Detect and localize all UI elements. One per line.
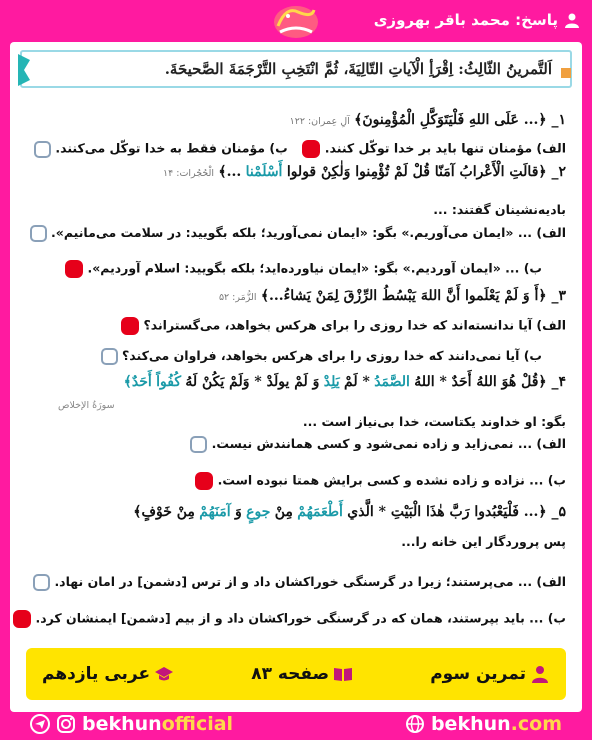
answer-author [374,11,580,29]
q3-ref: الزُّمَر: ۵۲ [218,292,257,303]
q3-option-b: ب) آیا نمی‌دانند که خدا روزی را برای هرکس بخواهد، فراوان می‌کند؟ [122,348,542,363]
q5-option-a: الف) ... می‌پرستند؛ زیرا در گرسنگی خوراکشان داد و از ترس [دشمن] در امان نهاد. [54,574,566,589]
student-icon [530,664,550,684]
q3-option-b-row [22,348,542,365]
q5-verse-6: آمَنَهُمْ [199,504,231,520]
exercise-card [10,42,582,712]
q2-verse-end: ...﴾ [218,164,242,180]
q3-option-a-row [22,317,566,335]
q1-verse-row [22,112,566,128]
q2-option-b: ب) ... «ایمان آوردیم.» بگو: «ایمان نیاورده‌اید؛ بلکه بگویید: اسلام آوردیم». [87,260,542,276]
q1-option-b-box[interactable] [34,141,51,158]
graduation-cap-icon [154,664,174,684]
title-accent [561,68,571,78]
q4-verse-1: ۴_ ﴿قُلْ هُوَ اللهُ أَحَدٌ * اللهُ [414,374,566,390]
q5-verse-5: وَ [235,504,242,520]
q5-option-b-mark[interactable] [13,610,31,628]
q4-verse-7: أَحَدٌ﴾ [123,374,152,390]
exercise-label-text: تمرین سوم [430,664,526,684]
instagram-icon [56,714,76,734]
q5-verse-row [22,504,566,520]
page-label [251,664,353,684]
q2-verse-teal: أَسْلَمْنا [245,164,283,180]
q4-verse-3: * لَمْ [344,374,370,390]
q2-ref: الْحُجُرات: ۱۴ [163,168,215,179]
q4-verse-2: الصَّمَدُ [374,374,410,390]
q2-option-b-mark[interactable] [65,260,83,278]
lesson-info-bar [26,648,566,700]
q4-sura: سورَةُ الإخلاص [58,400,115,411]
page-label-text: صفحه ۸۳ [251,664,330,684]
q4-verse-4: يَلِدْ [323,374,340,390]
title-box [20,50,572,88]
person-icon [564,12,580,28]
social-handle[interactable] [30,713,233,735]
website-pre: bekhun [430,713,511,735]
q1-option-a-mark[interactable] [302,140,320,158]
website[interactable] [405,713,562,735]
q5-option-a-row [22,574,566,591]
bekhun-logo [268,2,324,42]
footer [0,708,592,740]
q1-verse: ۱_ ﴿... عَلَى اللهِ فَلْيَتَوَكَّلِ الْمُؤْمِنونَ﴾ [354,112,566,128]
q2-option-a-row [22,225,566,242]
social-handle-post: official [161,713,234,735]
q2-option-a: الف) ... «ایمان می‌آوریم.» بگو: «ایمان نمی‌آورید؛ بلکه بگویید: در سلامت می‌مانیم». [51,225,566,240]
q4-option-a: الف) ... نمی‌زاید و زاده نمی‌شود و کسی همانندش نیست. [211,436,566,451]
subject-label [42,664,174,684]
q2-verse-start: ۲_ ﴿قالَتِ الْأَعْرابُ آمَنّا قُلْ لَمْ تُؤْمِنوا وَلٰكِنْ قولوا [286,164,566,180]
q2-option-b-row [22,260,542,278]
ribbon-icon [16,54,30,86]
website-post: .com [510,713,562,735]
q4-option-a-row [22,436,566,453]
q3-verse: ۳_ ﴿أَ وَ لَمْ يَعْلَموا أَنَّ اللهَ يَبْسُطُ الرِّزْقَ لِمَنْ يَشاءُ...﴾ [260,288,566,304]
q4-option-a-box[interactable] [190,436,207,453]
q4-intro: بگو: او خداوند یکتاست، خدا بی‌نیاز است ... [302,414,566,429]
q4-verse-row [22,374,566,390]
q2-intro: بادیه‌نشینان گفتند: ... [433,202,566,217]
exercise-title: اَلتَّمرينُ الثّالِثُ: اِقْرَأِ الْآياتِ التّالِيَةَ، ثُمَّ انْتَخِبِ التَّرْجَمَةَ الصَّحيحَةَ. [164,60,552,78]
q3-verse-row [22,288,566,304]
q1-ref: آلِ عِمران: ۱۲۲ [289,116,350,127]
q2-option-a-box[interactable] [30,225,47,242]
q5-verse-4: جوعٍ [246,504,271,520]
q2-verse-row [22,164,566,180]
social-handle-pre: bekhun [82,713,162,735]
q5-verse-3: مِنْ [274,504,293,520]
q4-option-b: ب) ... نزاده و زاده نشده و کسی برایش همتا نبوده است. [217,472,566,488]
exercise-label [430,664,550,684]
q5-verse-7: مِنْ خَوْفٍ﴾ [133,504,195,520]
answer-author-text: پاسخ: محمد باقر بهروزی [373,11,558,29]
subject-label-text: عربی یازدهم [42,664,151,684]
q5-option-b: ب) ... باید بپرستند، همان که در گرسنگی خوراکشان داد و از بیم [دشمن] ایمنشان کرد. [35,610,566,626]
telegram-icon [30,714,50,734]
q1-option-b: ب) مؤمنان فقط به خدا توکّل می‌کنند. [55,140,288,156]
q1-option-a: الف) مؤمنان تنها باید بر خدا توکّل کنند. [324,140,566,156]
book-icon [333,664,353,684]
q3-option-a: الف) آیا ندانسته‌اند که خدا روزی را برای هرکس بخواهد، می‌گستراند؟ [143,317,566,333]
q5-intro: پس پروردگار این خانه را... [401,534,566,549]
q4-verse-6: كُفُواً [156,374,182,390]
q1-options-row [22,140,566,158]
q4-option-b-mark[interactable] [195,472,213,490]
q5-verse-1: ۵_ ﴿... فَلْيَعْبُدوا رَبَّ هٰذَا الْبَيْتِ * الَّذي [347,504,566,520]
q5-option-a-box[interactable] [33,574,50,591]
q5-option-b-row [22,610,566,628]
q5-verse-2: أَطْعَمَهُمْ [297,504,343,520]
q4-option-b-row [22,472,566,490]
globe-icon [405,714,425,734]
q4-verse-5: وَ لَمْ يولَدْ * وَلَمْ يَكُنْ لَهُ [185,374,320,390]
q3-option-a-mark[interactable] [121,317,139,335]
q3-option-b-box[interactable] [101,348,118,365]
